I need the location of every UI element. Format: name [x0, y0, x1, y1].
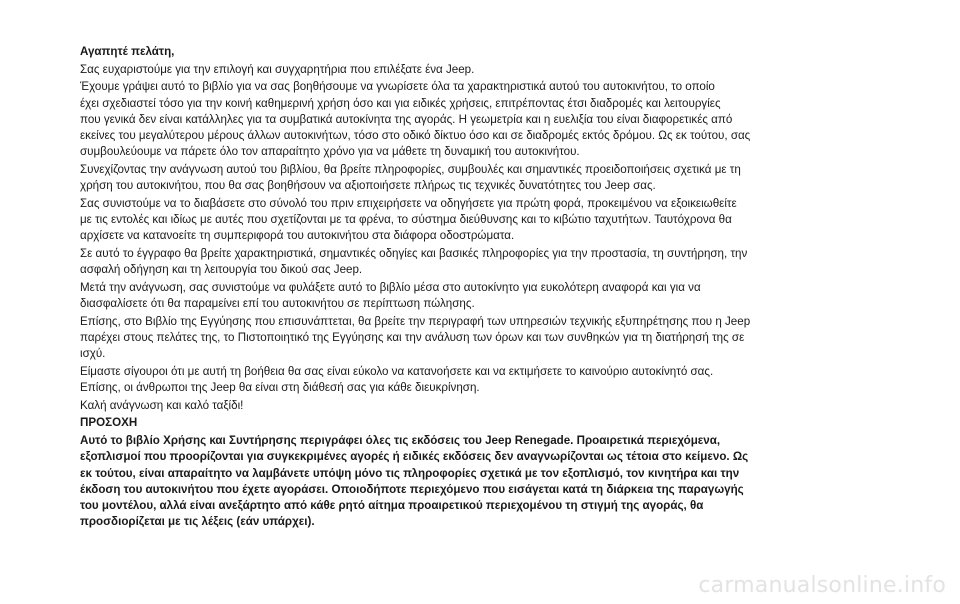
paragraph-closing: Καλή ανάγνωση και καλό ταξίδι! — [80, 398, 244, 412]
paragraph-keep-book: Μετά την ανάγνωση, σας συνιστούμε να φυλάξετε αυτό το βιβλίο μέσα στο αυτοκίνητο για ευκολότερη αναφορά και για να διασφαλίσετε ότι θα παραμείνει επί του αυτοκινήτου σε περίπτωση πώλησης. — [80, 280, 701, 311]
notice-heading: ΠΡΟΣΟΧΗ — [80, 416, 138, 430]
paragraph-intro: Έχουμε γράψει αυτό το βιβλίο για να σας βοηθήσουμε να γνωρίσετε όλα τα χαρακτηριστικά αυτού του αυτοκινήτου, το οποίο έχει σχεδιαστεί τόσο για την κοινή καθημερινή χρήση όσο και για ειδικές χρήσεις, επιτρέποντας έτσι διαδρομές και λειτουργίες που γενικά δεν είναι κατάλληλες για τα συμβατικά αυτοκίνητα της αγοράς. Η γεωμετρία και η ευελιξία του είναι διαφορετικές από εκείνες του μεγαλύτερου μέρους άλλων αυτοκινήτων, τόσο στο οδικό δίκτυο όσο και σε διαδρομές εκτός δρόμου. Ως εκ τούτου, σας συμβουλεύουμε να πάρετε όλο τον απαραίτητο χρόνο για να μάθετε τη δυναμική του αυτοκινήτου. — [80, 80, 751, 159]
paragraph-thanks: Σας ευχαριστούμε για την επιλογή και συγχαρητήρια που επιλέξατε ένα Jeep. — [80, 62, 475, 76]
manual-page — [80, 44, 880, 532]
paragraph-contents: Σε αυτό το έγγραφο θα βρείτε χαρακτηριστικά, σημαντικές οδηγίες και βασικές πληροφορίες για την προστασία, τη συντήρηση, την ασφαλή οδήγηση και τη λειτουργία του δικού σας Jeep. — [80, 246, 748, 277]
notice-text: Αυτό το βιβλίο Χρήσης και Συντήρησης περιγράφει όλες τις εκδόσεις του Jeep Renegade. Προαιρετικά περιεχόμενα, εξοπλισμοί που προορίζονται για συγκεκριμένες αγορές ή ειδικές εκδόσεις δεν αναγνωρίζονται ως τέτοια στο κείμενο. Ως εκ τούτου, είναι απαραίτητο να λαμβάνετε υπόψη μόνο τις πληροφορίες σχετικά με τον εξοπλισμό, τον κινητήρα και την έκδοση του αυτοκινήτου που έχετε αγοράσει. Οποιοδήποτε περιεχόμενο που εισάγεται κατά τη διάρκεια της παραγωγής του μοντέλου, αλλά είναι ανεξάρτητο από κάθε ρητό αίτημα προαιρετικού περιεχομένου τη στιγμή της αγοράς, θα προσδιορίζεται με τις λέξεις (εάν υπάρχει). — [80, 434, 749, 529]
paragraph-read-first: Σας συνιστούμε να το διαβάσετε στο σύνολό του πριν επιχειρήσετε να οδηγήσετε για πρώτη φορά, προκειμένου να εξοικειωθείτε με τις εντολές και ιδίως με αυτές που σχετίζονται με τα φρένα, το σύστημα διεύθυνσης και το κιβώτιο ταχυτήτων. Ταυτόχρονα θα αρχίσετε να κατανοείτε τη συμπεριφορά του αυτοκινήτου στα διάφορα οδοστρώματα. — [80, 196, 737, 243]
paragraph-info: Συνεχίζοντας την ανάγνωση αυτού του βιβλίου, θα βρείτε πληροφορίες, συμβουλές και σημαντικές προειδοποιήσεις σχετικά με τη χρήση του αυτοκινήτου, που θα σας βοηθήσουν να αξιοποιήσετε πλήρως τις τεχνικές δυνατότητες του Jeep σας. — [80, 162, 741, 193]
greeting: Αγαπητέ πελάτη, — [80, 45, 175, 58]
paragraph-assurance: Είμαστε σίγουροι ότι με αυτή τη βοήθεια θα σας είναι εύκολο να κατανοήσετε και να εκτιμήσετε το καινούριο αυτοκίνητό σας. Επίσης, οι άνθρωποι της Jeep θα είναι στη διάθεσή σας για κάθε διευκρίνηση. — [80, 364, 714, 395]
watermark: carmanualsonline.info — [698, 573, 946, 598]
paragraph-warranty: Επίσης, στο Βιβλίο της Εγγύησης που επισυνάπτεται, θα βρείτε την περιγραφή των υπηρεσιών τεχνικής εξυπηρέτησης που η Jeep παρέχει στους πελάτες της, το Πιστοποιητικό της Εγγύησης και την ανάλυση των όρων και των συνθηκών για τη διατήρησή της σε ισχύ. — [80, 314, 751, 361]
